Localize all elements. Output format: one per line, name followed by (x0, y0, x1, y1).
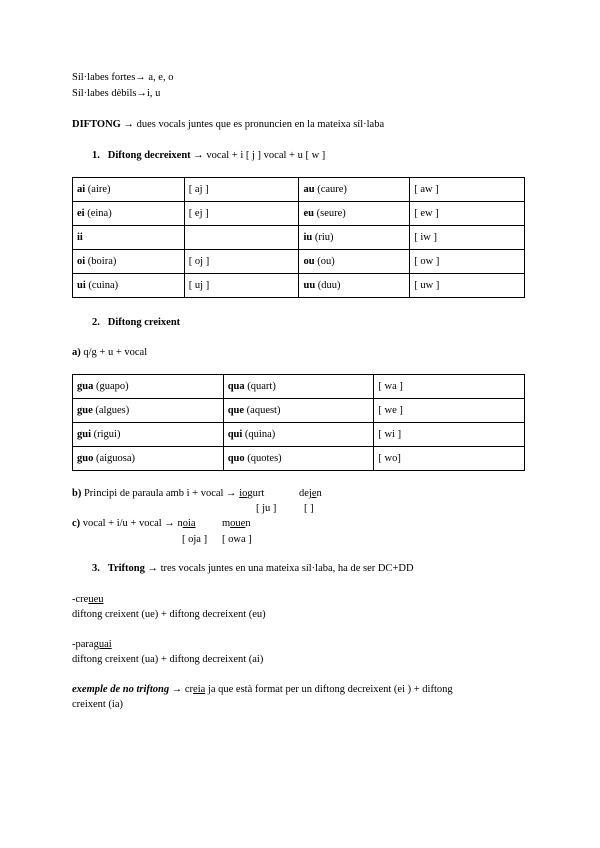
intro-line-strong: Síl·labes fortes→ a, e, o (72, 72, 174, 83)
cell-bold: ii (77, 232, 83, 243)
sub-b-example-iogurt-underline: io (239, 488, 248, 499)
sub-c-example-noia-underline: oia (182, 518, 196, 529)
cell-example: (caure) (314, 184, 347, 195)
table-row (73, 202, 525, 226)
intro-line-weak: Síl·labes dèbils→i, u (72, 88, 161, 99)
sub-c-example-mouen-pre: m (222, 518, 231, 529)
cell-example: (rigui) (91, 429, 121, 440)
sub-b-text: Principi de paraula amb i + vocal → (81, 488, 237, 499)
table-cell (223, 447, 374, 471)
table-row (73, 447, 525, 471)
cell-bold: uu (303, 280, 316, 291)
table-row (73, 274, 525, 298)
sub-a-text: q/g + u + vocal (80, 347, 148, 358)
cell-example: (seure) (313, 208, 346, 219)
table-cell: [ aw ] (410, 178, 525, 202)
no-triftong-underline: eia (193, 684, 206, 695)
table-cell (299, 274, 410, 298)
cell-bold: ei (77, 208, 85, 219)
table-cell (73, 250, 185, 274)
cell-example: (quart) (244, 381, 276, 392)
example-paraguai-description: diftong creixent (ua) + diftong decreixent (ai) (72, 654, 264, 665)
table-row (73, 423, 525, 447)
sub-c-example-mouen-rest: n (245, 518, 251, 529)
cell-example: (ou) (314, 256, 335, 267)
cell-example: (algues) (92, 405, 130, 416)
table-cell: [ ew ] (410, 202, 525, 226)
cell-example: (quotes) (244, 453, 282, 464)
cell-bold: gue (77, 405, 93, 416)
cell-bold: que (227, 405, 245, 416)
cell-bold: ui (77, 280, 86, 291)
table-cell: [ iw ] (410, 226, 525, 250)
cell-bold: ou (303, 256, 315, 267)
cell-example: (duu) (315, 280, 341, 291)
sub-c-example-noia-pre: n (177, 518, 183, 529)
cell-bold: gua (77, 381, 94, 392)
sub-c-example-mouen-underline: oue (230, 518, 246, 529)
sub-c-line (72, 518, 196, 529)
table-cell: [ ej ] (184, 202, 299, 226)
table-row (73, 178, 525, 202)
section3-heading (92, 563, 414, 574)
table-cell (184, 226, 299, 250)
cell-example: (eina) (84, 208, 112, 219)
cell-bold: au (303, 184, 315, 195)
table-cell (73, 178, 185, 202)
diftong-text: → dues vocals juntes que es pronuncien en la mateixa síl·laba (120, 119, 385, 130)
table-cell (223, 423, 374, 447)
table-diftong-creixent (72, 374, 525, 471)
cell-example: (boira) (85, 256, 117, 267)
cell-bold: eu (303, 208, 314, 219)
table-cell: [ we ] (374, 399, 525, 423)
table-cell: [ aj ] (184, 178, 299, 202)
sub-b-example-iogurt (239, 488, 264, 499)
table-cell: [ ow ] (410, 250, 525, 274)
sub-b-example-iogurt-rest: gurt (247, 488, 265, 499)
example-creueu (72, 594, 104, 605)
cell-example: (cuina) (85, 280, 119, 291)
table-diftong-decreixent (72, 177, 525, 298)
section1-heading (92, 150, 325, 161)
table-row (73, 399, 525, 423)
no-triftong-line (72, 684, 453, 695)
table-cell (299, 250, 410, 274)
sub-b-example-dejen-pre: de (299, 488, 309, 499)
sub-b-ipa-blank: [ ] (304, 503, 314, 514)
sub-c-text: vocal + i/u + vocal → (80, 518, 178, 529)
table-cell (299, 226, 410, 250)
table-cell: [ oj ] (184, 250, 299, 274)
cell-bold: ai (77, 184, 86, 195)
example-paraguai-pre: -para (72, 639, 94, 650)
cell-example: (aquest) (244, 405, 281, 416)
cell-bold: gui (77, 429, 92, 440)
table-row (73, 226, 525, 250)
cell-bold: quo (227, 453, 245, 464)
sub-c-ipa-oja: [ oja ] (182, 534, 208, 545)
cell-example: (guapo) (93, 381, 129, 392)
sub-b-label: b) (72, 488, 82, 499)
section1-formula: → vocal + i [ j ] vocal + u [ w ] (193, 150, 326, 161)
sub-a-line (72, 347, 147, 358)
cell-example: (aiguosa) (93, 453, 136, 464)
section1-number: 1. (92, 150, 100, 161)
section2-heading (92, 317, 180, 328)
cell-bold: iu (303, 232, 313, 243)
section3-text: → tres vocals juntes en una mateixa síl·laba, ha de ser DC+DD (144, 563, 414, 574)
sub-b-line (72, 488, 264, 499)
no-triftong-text: ja que està format per un diftong decreixent (ei ) + diftong (205, 684, 453, 695)
sub-b-example-dejen-rest: n (316, 488, 322, 499)
table-cell (299, 178, 410, 202)
table-cell (73, 423, 224, 447)
cell-bold: qua (227, 381, 245, 392)
sub-a-label: a) (72, 347, 81, 358)
sub-b-example-dejen (299, 488, 322, 499)
cell-example: (aire) (85, 184, 111, 195)
cell-bold: qui (227, 429, 243, 440)
sub-c-ipa-owa: [ owa ] (222, 534, 252, 545)
table-cell: [ wo] (374, 447, 525, 471)
section3-number: 3. (92, 563, 100, 574)
table-cell (73, 375, 224, 399)
no-triftong-arrow: → cr (169, 684, 194, 695)
sub-c-example-mouen (222, 518, 251, 529)
sub-b-ipa-ju: [ ju ] (256, 503, 277, 514)
section2-title: Diftong creixent (107, 317, 181, 328)
section2-number: 2. (92, 317, 100, 328)
diftong-definition (72, 119, 384, 130)
table-cell (73, 399, 224, 423)
no-triftong-label: exemple de no triftong (72, 684, 170, 695)
table-cell (223, 399, 374, 423)
cell-bold: oi (77, 256, 86, 267)
diftong-term: DIFTONG (72, 119, 121, 130)
example-creueu-pre: -cre (72, 594, 89, 605)
example-creueu-underline: ueu (88, 594, 104, 605)
section1-title: Diftong decreixent (107, 150, 191, 161)
table-cell (73, 447, 224, 471)
sub-c-example-noia (177, 518, 195, 529)
cell-bold: guo (77, 453, 94, 464)
no-triftong-line2: creixent (ia) (72, 699, 124, 710)
table-cell (73, 226, 185, 250)
table-cell: [ wi ] (374, 423, 525, 447)
section3-title: Triftong (107, 563, 145, 574)
table-row (73, 375, 525, 399)
table-cell (299, 202, 410, 226)
table-cell (223, 375, 374, 399)
cell-example: (riu) (312, 232, 334, 243)
cell-example: (quina) (242, 429, 276, 440)
table-cell: [ wa ] (374, 375, 525, 399)
table-cell: [ uj ] (184, 274, 299, 298)
table-cell (73, 274, 185, 298)
table-cell: [ uw ] (410, 274, 525, 298)
example-paraguai (72, 639, 112, 650)
example-paraguai-underline: guai (93, 639, 112, 650)
table-row (73, 250, 525, 274)
table-cell (73, 202, 185, 226)
sub-b-example-dejen-underline: je (308, 488, 317, 499)
example-creueu-description: diftong creixent (ue) + diftong decreixent (eu) (72, 609, 266, 620)
sub-c-label: c) (72, 518, 81, 529)
